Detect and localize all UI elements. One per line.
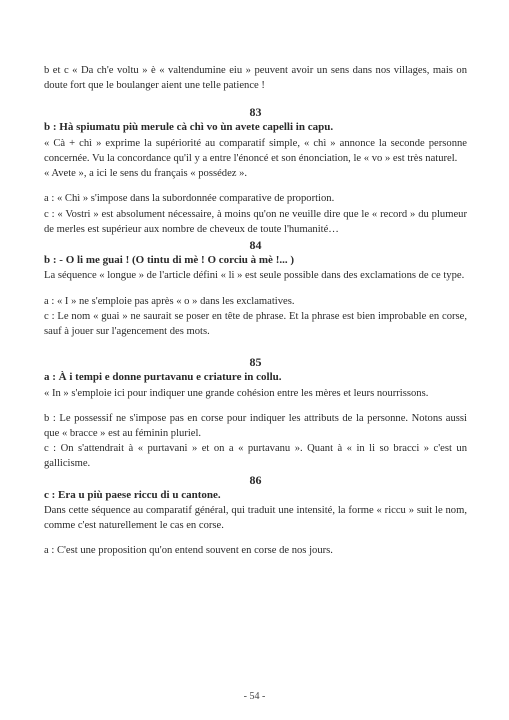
section-85-note-1: « In » s'emploie ici pour indiquer une grande cohésion entre les mères et leurs nourrissons.: [44, 387, 429, 399]
spacer: [44, 533, 467, 543]
section-number-83: 83: [249, 105, 262, 120]
section-83-note-2: « Avete », a ici le sens du français « possédez ».: [44, 168, 248, 180]
section-84-heading: b : - O li me guai ! (O tintu di mè ! O corciu à mè !... ): [44, 254, 295, 267]
section-83-note-1: « Cà + chì » exprime la supériorité au comparatif simple, « chì » annonce la seconde personne concernée. Vu la concordance qu'il y a entre l'énoncé et son énonciation, le « vo » est très naturel.: [44, 137, 467, 165]
section-number-86: 86: [249, 472, 262, 487]
section-number-84: 84: [249, 238, 262, 253]
page-number: - 54 -: [243, 691, 266, 702]
intro-paragraph: b et c « Da ch'e voltu » è « valtendumine eiu » peuvent avoir un sens dans nos villages, mais on doute fort que le boulanger aient une telle patience !: [44, 65, 467, 92]
section-86-heading: c : Era u più paese riccu di u cantone.: [44, 488, 221, 501]
spacer: [44, 284, 467, 294]
spacer: [44, 339, 467, 354]
section-83-heading: b : Hà spiumatu più merule cà chì vo ùn avete capelli in capu.: [44, 121, 334, 134]
section-84-answer-c: c : Le nom « guai » ne saurait se poser en tête de phrase. Et la phrase est bien improbable en corse, sauf à jouer sur l'agencement des mots.: [44, 310, 467, 338]
section-85-heading: a : À i tempi e donne purtavanu e criature in collu.: [44, 371, 282, 384]
section-85-answer-c: c : On s'attendrait à « purtavani » et on a « purtavanu ». Quant à « in li so bracci » c'est un gallicisme.: [44, 443, 467, 470]
spacer: [44, 93, 467, 104]
section-number-85: 85: [249, 355, 262, 370]
section-84-answer-a: a : « I » ne s'emploie pas après « o » dans les exclamatives.: [44, 295, 295, 307]
section-83-answer-a: a : « Chì » s'impose dans la subordonnée comparative de proportion.: [44, 193, 335, 205]
section-83-answer-c: c : « Vostri » est absolument nécessaire, à moins qu'on ne veuille dire que le « record » du plumeur de merles est supérieur aux nombre de cheveux de toute l'humanité…: [44, 208, 467, 235]
section-86-answer-a: a : C'est une proposition qu'on entend souvent en corse de nos jours.: [44, 545, 333, 557]
section-84-note-1: La séquence « longue » de l'article défini « li » est seule possible dans des exclamations de ce type.: [44, 270, 465, 282]
page-body: [44, 63, 467, 559]
section-86-note-1: Dans cette séquence au comparatif général, qui traduit une intensité, la forme « riccu » suit le nom, comme c'est naturellement le cas en corse.: [44, 505, 467, 532]
spacer: [44, 401, 467, 411]
spacer: [44, 181, 467, 191]
section-85-answer-b: b : Le possessif ne s'impose pas en corse pour indiquer les attributs de la personne. Notons aussi que « bracce » est au féminin pluriel.: [44, 412, 467, 440]
